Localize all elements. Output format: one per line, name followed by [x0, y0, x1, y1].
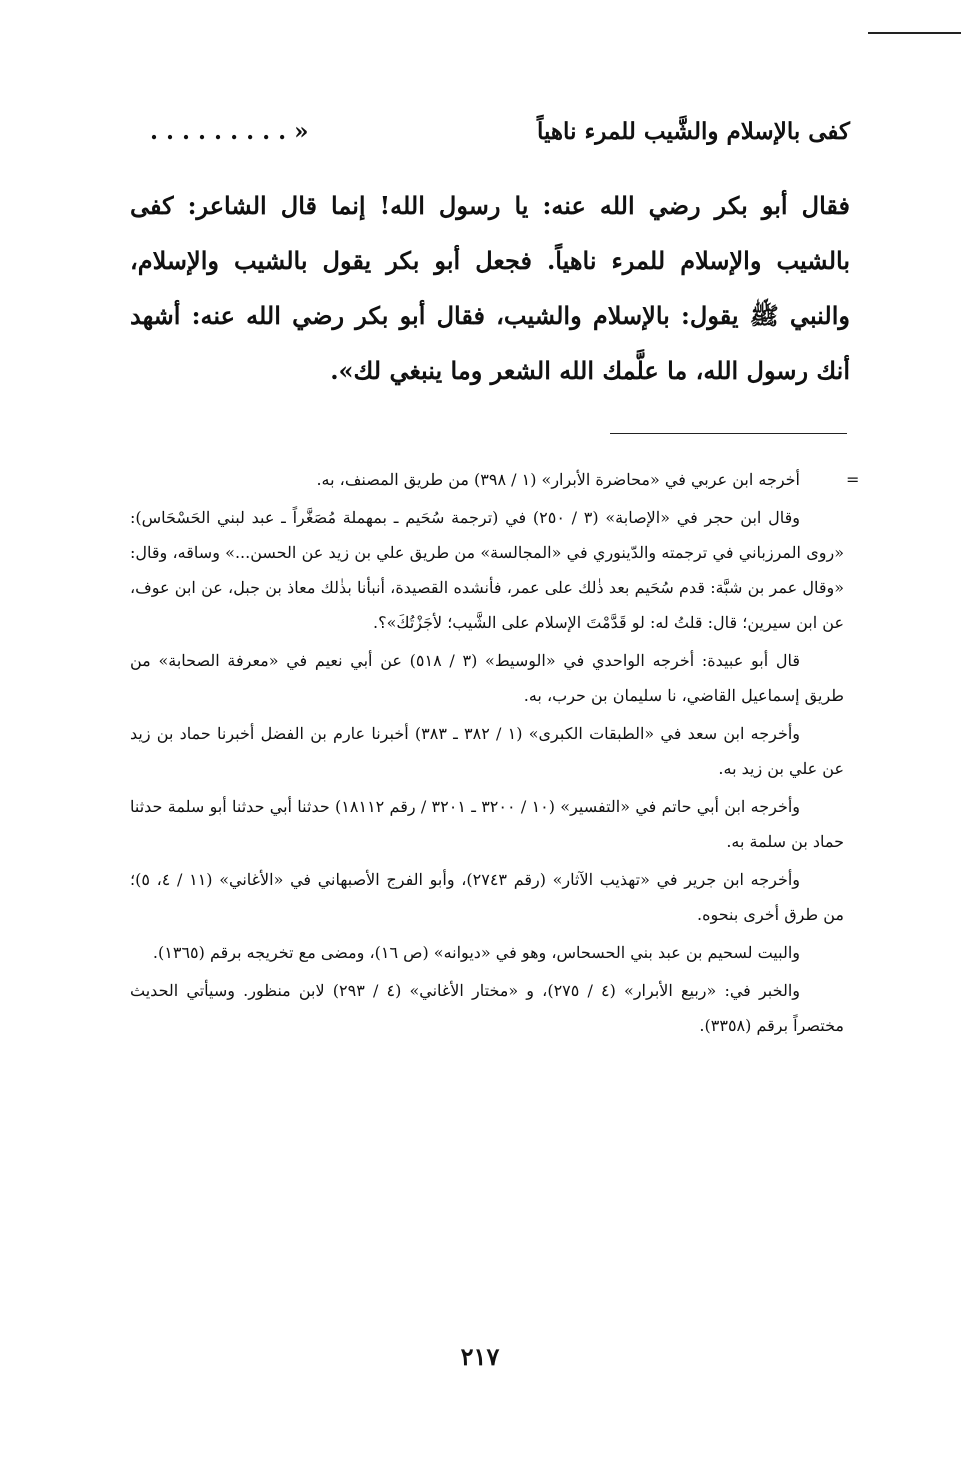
verse-hemistich: كفى بالإسلام والشَّيب للمرء ناهياً [536, 118, 850, 145]
footnote-paragraph: وأخرجه ابن أبي حاتم في «التفسير» (١٠ / ٣٢٠٠ ـ ٣٢٠١ / رقم ١٨١١٢) حدثنا أبي حدثنا أبو سلمة حدثنا حماد بن سلمة به. [130, 797, 844, 851]
footnote-paragraph: وقال ابن حجر في «الإصابة» (٣ / ٢٥٠) في (ترجمة سُحَيم ـ بمهملة مُصَغَّراً ـ عبد لبني الحَسْحَاس): «روى المرزباني في ترجمته والدّينوري في «المجالسة» من طريق علي بن زيد عن الحسن...» وساقه، وقال: «وقال عمر بن شبَّة: قدم سُحَيم بعد ذٰلك على عمر، فأنشده القصيدة، أنبأنا بذٰلك معاذ بن جبل، عن ابن عوف، عن ابن سيرين؛ قال: قلتُ له: لو قَدَّمْتَ الإسلام على الشَّيب؛ لأجَزْتُكَ»؟. [130, 508, 845, 632]
footnote-paragraph: والخبر في: «ربيع الأبرار» (٤ / ٢٧٥)، و «مختار الأغاني» (٤ / ٢٩٣) لابن منظور. وسيأتي الحديث مختصراً برقم (٣٣٥٨). [130, 981, 844, 1035]
top-edge-rule [868, 32, 961, 34]
footnotes-block [130, 462, 844, 1046]
footnote-paragraph: وأخرجه ابن سعد في «الطبقات الكبرى» (١ / ٣٨٢ ـ ٣٨٣) أخبرنا عارم بن الفضل أخبرنا حماد بن زيد عن علي بن زيد به. [130, 724, 844, 778]
verse-line [150, 110, 850, 160]
footnote-paragraph: وأخرجه ابن جرير في «تهذيب الآثار» (رقم ٢٧٤٣)، وأبو الفرج الأصبهاني في «الأغاني» (١١ / ٤، ٥)؛ من طرق أخرى بنحوه. [130, 870, 844, 924]
footnote-separator [610, 433, 847, 434]
footnote-paragraph: أخرجه ابن عربي في «محاضرة الأبرار» (١ / ٣٩٨) من طريق المصنف، به. [316, 470, 800, 489]
main-paragraph: فقال أبو بكر رضي الله عنه: يا رسول الله! إنما قال الشاعر: كفى بالشيب والإسلام للمرء ناهياً. فجعل أبو بكر يقول بالشيب والإسلام، والنبي ﷺ يقول: بالإسلام والشيب، فقال أبو بكر رضي الله عنه: أشهد أنك رسول الله، ما علَّمك الله الشعر وما ينبغي لك». [130, 191, 850, 385]
page-number: ٢١٧ [460, 1342, 500, 1371]
footnote-paragraph: قال أبو عبيدة: أخرجه الواحدي في «الوسيط» (٣ / ٥١٨) عن أبي نعيم في «معرفة الصحابة» من طريق إسماعيل القاضي، نا سليمان بن حرب، به. [130, 651, 844, 705]
footnote-paragraph: والبيت لسحيم بن عبد بني الحسحاس، وهو في «ديوانه» (ص ١٦)، ومضى مع تخريجه برقم (١٣٦٥). [152, 943, 800, 962]
footnote-continuation-mark: = [846, 470, 860, 489]
verse-ellipsis: « . . . . . . . . . [150, 118, 309, 145]
